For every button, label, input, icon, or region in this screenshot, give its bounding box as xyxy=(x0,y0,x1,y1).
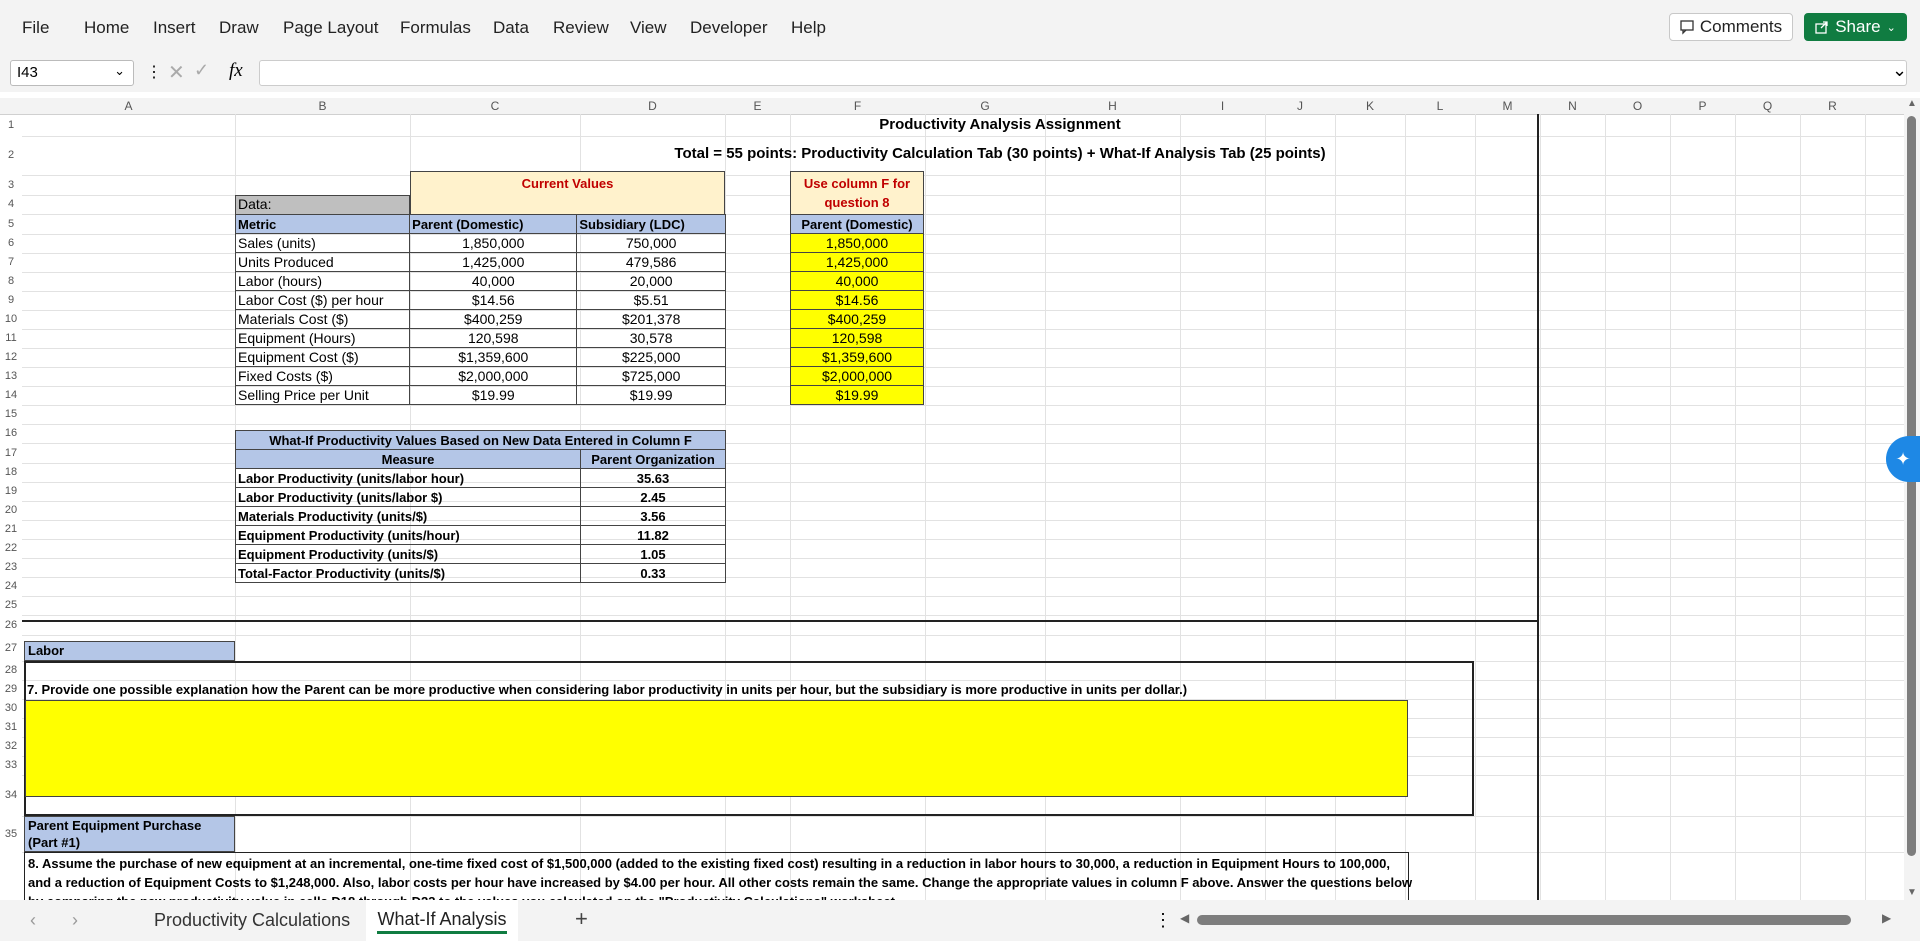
current-values-header xyxy=(410,171,725,215)
row-header-25[interactable]: 25 xyxy=(4,599,18,611)
scroll-up-icon[interactable]: ▲ xyxy=(1907,98,1917,109)
row-header-12[interactable]: 12 xyxy=(4,351,18,363)
parent-value-cell[interactable]: $14.56 xyxy=(410,291,577,310)
parent-org-header[interactable] xyxy=(581,450,726,469)
chevron-down-icon[interactable]: ⌄ xyxy=(114,63,125,78)
what-if-input-cell[interactable]: $400,259 xyxy=(791,310,924,329)
row-header-24[interactable]: 24 xyxy=(4,580,18,592)
subsidiary-value-cell[interactable]: 750,000 xyxy=(577,234,726,253)
sheet-subtitle: Total = 55 points: Productivity Calculation Tab (30 points) + What-If Analysis Tab (25 points) xyxy=(674,145,1326,162)
parent-value-cell[interactable]: $400,259 xyxy=(410,310,577,329)
what-if-input-cell[interactable]: $2,000,000 xyxy=(791,367,924,386)
scroll-right-icon[interactable]: ▶ xyxy=(1882,911,1892,925)
menu-item-home[interactable]: Home xyxy=(84,18,130,37)
metric-name-cell[interactable]: Labor Cost ($) per hour xyxy=(236,291,410,310)
parent-value-cell[interactable]: 120,598 xyxy=(410,329,577,348)
what-if-input-cell[interactable]: 120,598 xyxy=(791,329,924,348)
row-header-23[interactable]: 23 xyxy=(4,561,18,573)
grid-line xyxy=(1475,114,1476,900)
menu-item-review[interactable]: Review xyxy=(553,18,609,37)
metric-name-cell[interactable]: Equipment (Hours) xyxy=(236,329,410,348)
row-header-29[interactable]: 29 xyxy=(4,683,18,695)
column-header-J[interactable]: J xyxy=(1297,99,1303,113)
column-header-H[interactable]: H xyxy=(1108,99,1117,113)
share-icon xyxy=(1815,20,1829,34)
column-header-D[interactable]: D xyxy=(648,99,657,113)
horizontal-scroll-thumb[interactable] xyxy=(1197,915,1851,925)
measure-name-cell[interactable]: Labor Productivity (units/labor hour) xyxy=(236,469,581,488)
row-header-8[interactable]: 8 xyxy=(7,275,15,287)
row-header-28[interactable]: 28 xyxy=(4,664,18,676)
grid-line xyxy=(1540,114,1541,900)
metric-header[interactable] xyxy=(236,215,410,234)
row-header-13[interactable]: 13 xyxy=(4,370,18,382)
vertical-scroll-thumb[interactable] xyxy=(1907,116,1916,856)
parent-header-f[interactable] xyxy=(791,215,924,234)
parent-header-label: Parent (Domestic) xyxy=(412,216,524,232)
row-header-19[interactable]: 19 xyxy=(4,485,18,497)
row-header-32[interactable]: 32 xyxy=(4,740,18,752)
column-header-Q[interactable]: Q xyxy=(1762,99,1773,113)
row-header-9[interactable]: 9 xyxy=(7,294,15,306)
row-header-11[interactable]: 11 xyxy=(5,332,17,344)
more-options-icon[interactable]: ⋮ xyxy=(146,64,162,81)
row-header-17[interactable]: 17 xyxy=(4,447,18,459)
parent-equipment-line2: (Part #1) xyxy=(28,835,81,850)
menu-item-page-layout[interactable]: Page Layout xyxy=(283,18,379,37)
question-8-line2: and a reduction of Equipment Costs to $1,248,000. Also, labor costs per hour have increased by $4.00 per hour. All other costs remain the same. Change the appropriate values in column F above. Answer the questions below xyxy=(28,875,1413,890)
menu-item-data[interactable]: Data xyxy=(493,18,529,37)
column-header-A[interactable]: A xyxy=(124,99,133,113)
parent-header[interactable] xyxy=(410,215,577,234)
row-header-1[interactable]: 1 xyxy=(7,119,15,131)
subsidiary-value-cell[interactable]: 30,578 xyxy=(577,329,726,348)
what-if-input-cell[interactable]: 1,850,000 xyxy=(791,234,924,253)
column-header-R[interactable]: R xyxy=(1828,99,1837,113)
column-header-P[interactable]: P xyxy=(1698,99,1707,113)
comment-icon xyxy=(1680,20,1694,34)
what-if-input-cell[interactable]: 40,000 xyxy=(791,272,924,291)
name-box-value: I43 xyxy=(17,64,38,81)
what-if-title-label: What-If Productivity Values Based on New Data Entered in Column F xyxy=(269,432,692,448)
print-area-border xyxy=(1537,114,1539,900)
use-col-f-line1: Use column F for xyxy=(803,176,911,191)
data-label-cell xyxy=(235,195,410,215)
column-header-K[interactable]: K xyxy=(1365,99,1374,113)
grid-line xyxy=(22,596,1904,597)
row-header-26[interactable]: 26 xyxy=(4,619,18,631)
subsidiary-header[interactable] xyxy=(577,215,726,234)
grid-line xyxy=(22,175,1904,176)
question-8-line1: 8. Assume the purchase of new equipment at an incremental, one-time fixed cost of $1,500,000 (added to the existing fixed cost) resulting in a reduction in labor hours to 30,000, a reduction in Equipment Hours to 100,000, xyxy=(28,856,1390,871)
row-header-7[interactable]: 7 xyxy=(7,256,15,268)
section-divider xyxy=(22,620,1539,622)
what-if-input-cell[interactable]: $19.99 xyxy=(791,386,924,405)
labor-label-cell[interactable] xyxy=(24,641,235,661)
menu-item-insert[interactable]: Insert xyxy=(153,18,196,37)
what-if-input-table xyxy=(790,214,924,405)
row-header-16[interactable]: 16 xyxy=(4,427,18,439)
menu-item-help[interactable]: Help xyxy=(791,18,826,37)
parent-header-f-label: Parent (Domestic) xyxy=(801,216,913,232)
measure-name-cell[interactable]: Materials Productivity (units/$) xyxy=(236,507,581,526)
row-header-21[interactable]: 21 xyxy=(4,523,18,535)
measure-header-label: Measure xyxy=(381,451,435,467)
column-header-M[interactable]: M xyxy=(1502,99,1513,113)
parent-value-cell[interactable]: $2,000,000 xyxy=(410,367,577,386)
name-box[interactable] xyxy=(10,60,134,86)
what-if-title[interactable] xyxy=(236,431,726,450)
subsidiary-value-cell[interactable]: $19.99 xyxy=(577,386,726,405)
data-label: Data: xyxy=(238,196,272,212)
measure-value-cell[interactable]: 1.05 xyxy=(581,545,726,564)
column-header-N[interactable]: N xyxy=(1568,99,1577,113)
column-header-E[interactable]: E xyxy=(753,99,762,113)
column-header-G[interactable]: G xyxy=(980,99,990,113)
column-header-B[interactable]: B xyxy=(318,99,327,113)
row-header-27[interactable]: 27 xyxy=(4,642,18,654)
answer-7-input[interactable] xyxy=(25,700,1408,797)
dropbox-icon[interactable]: ✦ xyxy=(1886,436,1920,482)
scroll-down-icon[interactable]: ▼ xyxy=(1907,887,1917,898)
question-8-box xyxy=(24,852,1413,900)
subsidiary-value-cell[interactable]: $725,000 xyxy=(577,367,726,386)
data-table xyxy=(235,214,726,405)
measure-value-cell[interactable]: 0.33 xyxy=(581,564,726,583)
parent-value-cell[interactable]: $1,359,600 xyxy=(410,348,577,367)
grid-line xyxy=(22,816,1904,817)
row-header-22[interactable]: 22 xyxy=(4,542,18,554)
metric-name-cell[interactable]: Materials Cost ($) xyxy=(236,310,410,329)
row-header-2[interactable]: 2 xyxy=(7,149,15,161)
vertical-scrollbar[interactable] xyxy=(1904,98,1920,900)
parent-value-cell[interactable]: $19.99 xyxy=(410,386,577,405)
metric-name-cell[interactable]: Labor (hours) xyxy=(236,272,410,291)
parent-equipment-cell[interactable] xyxy=(24,816,235,852)
column-header-O[interactable]: O xyxy=(1632,99,1643,113)
prev-sheet-icon[interactable]: ‹ xyxy=(30,910,36,930)
measure-value-cell[interactable]: 11.82 xyxy=(581,526,726,545)
formula-input[interactable] xyxy=(259,60,1907,86)
grid-line xyxy=(22,405,1904,406)
use-col-f-line2: question 8 xyxy=(824,195,890,210)
menu-item-view[interactable]: View xyxy=(630,18,667,37)
fx-icon[interactable]: fx xyxy=(229,60,243,81)
row-header-18[interactable]: 18 xyxy=(4,466,18,478)
menu-item-draw[interactable]: Draw xyxy=(219,18,259,37)
subsidiary-value-cell[interactable]: 20,000 xyxy=(577,272,726,291)
parent-equipment-line1: Parent Equipment Purchase xyxy=(28,818,202,833)
tab-label: Productivity Calculations xyxy=(154,910,351,930)
tab-productivity-calculations[interactable] xyxy=(154,910,350,931)
row-header-14[interactable]: 14 xyxy=(4,389,18,401)
grid-line xyxy=(1800,114,1801,900)
row-header-10[interactable]: 10 xyxy=(4,313,18,325)
share-button[interactable] xyxy=(1804,13,1907,41)
cancel-icon[interactable]: ✕ xyxy=(168,62,185,84)
row-header-33[interactable]: 33 xyxy=(4,759,18,771)
metric-name-cell[interactable]: Equipment Cost ($) xyxy=(236,348,410,367)
column-header-I[interactable]: I xyxy=(1220,99,1225,113)
grid-line xyxy=(22,136,1904,137)
what-if-input-cell[interactable]: 1,425,000 xyxy=(791,253,924,272)
grid-line xyxy=(1735,114,1736,900)
subsidiary-value-cell[interactable]: $201,378 xyxy=(577,310,726,329)
measure-value-cell[interactable]: 35.63 xyxy=(581,469,726,488)
row-header-15[interactable]: 15 xyxy=(4,408,18,420)
row-header-35[interactable]: 35 xyxy=(4,828,18,840)
parent-value-cell[interactable]: 1,425,000 xyxy=(410,253,577,272)
grid-line xyxy=(22,635,1904,636)
metric-name-cell[interactable]: Units Produced xyxy=(236,253,410,272)
more-options-icon[interactable]: ⋮ xyxy=(1154,910,1172,930)
use-col-f-header xyxy=(790,171,924,215)
question-7-text: 7. Provide one possible explanation how the Parent can be more productive when considering labor productivity in units per hour, but the subsidiary is more productive in units per dollar.) xyxy=(27,682,1188,697)
subsidiary-value-cell[interactable]: 479,586 xyxy=(577,253,726,272)
row-header-3[interactable]: 3 xyxy=(7,179,15,191)
metric-name-cell[interactable]: Fixed Costs ($) xyxy=(236,367,410,386)
measure-name-cell[interactable]: Total-Factor Productivity (units/$) xyxy=(236,564,581,583)
menu-item-file[interactable]: File xyxy=(22,18,50,37)
grid-line xyxy=(22,615,1904,616)
comments-button[interactable] xyxy=(1669,13,1793,41)
row-header-4[interactable]: 4 xyxy=(7,198,15,210)
measure-header[interactable] xyxy=(236,450,581,469)
parent-value-cell[interactable]: 1,850,000 xyxy=(410,234,577,253)
current-values-label: Current Values xyxy=(521,176,614,191)
menu-item-developer[interactable]: Developer xyxy=(690,18,768,37)
row-header-30[interactable]: 30 xyxy=(4,702,18,714)
measure-name-cell[interactable]: Labor Productivity (units/labor $) xyxy=(236,488,581,507)
row-header-6[interactable]: 6 xyxy=(7,237,15,249)
subsidiary-value-cell[interactable]: $225,000 xyxy=(577,348,726,367)
grid-line xyxy=(1865,114,1866,900)
column-header-L[interactable]: L xyxy=(1436,99,1444,113)
grid-line xyxy=(1605,114,1606,900)
add-sheet-icon[interactable]: + xyxy=(575,906,588,931)
tab-what-if-analysis[interactable] xyxy=(366,900,518,941)
subsidiary-value-cell[interactable]: $5.51 xyxy=(577,291,726,310)
row-header-31[interactable]: 31 xyxy=(4,721,18,733)
row-header-20[interactable]: 20 xyxy=(4,504,18,516)
share-label: Share xyxy=(1835,17,1881,36)
row-header-34[interactable]: 34 xyxy=(4,789,18,801)
grid-line xyxy=(22,424,1904,425)
what-if-input-cell[interactable]: $1,359,600 xyxy=(791,348,924,367)
column-header-F[interactable]: F xyxy=(853,99,862,113)
measure-value-cell[interactable]: 3.56 xyxy=(581,507,726,526)
measure-name-cell[interactable]: Equipment Productivity (units/$) xyxy=(236,545,581,564)
chevron-down-icon[interactable]: ⌄ xyxy=(1886,21,1896,34)
comments-label: Comments xyxy=(1699,17,1783,36)
parent-value-cell[interactable]: 40,000 xyxy=(410,272,577,291)
metric-name-cell[interactable]: Selling Price per Unit xyxy=(236,386,410,405)
metric-header-label: Metric xyxy=(238,216,277,232)
parent-org-header-label: Parent Organization xyxy=(591,451,715,467)
row-header-5[interactable]: 5 xyxy=(7,218,15,230)
measure-name-cell[interactable]: Equipment Productivity (units/hour) xyxy=(236,526,581,545)
next-sheet-icon[interactable]: › xyxy=(72,910,78,930)
scroll-left-icon[interactable]: ◀ xyxy=(1180,911,1190,925)
what-if-table xyxy=(235,430,726,583)
menu-item-formulas[interactable]: Formulas xyxy=(400,18,471,37)
metric-name-cell[interactable]: Sales (units) xyxy=(236,234,410,253)
subsidiary-header-label: Subsidiary (LDC) xyxy=(579,216,685,232)
what-if-input-cell[interactable]: $14.56 xyxy=(791,291,924,310)
enter-icon[interactable]: ✓ xyxy=(194,60,210,80)
column-header-C[interactable]: C xyxy=(490,99,500,113)
measure-value-cell[interactable]: 2.45 xyxy=(581,488,726,507)
tab-label: What-If Analysis xyxy=(377,909,506,934)
sheet-title: Productivity Analysis Assignment xyxy=(879,116,1121,133)
labor-label: Labor xyxy=(28,643,65,658)
chevron-down-icon[interactable]: ⌄ xyxy=(1892,60,1908,80)
grid-line xyxy=(1670,114,1671,900)
